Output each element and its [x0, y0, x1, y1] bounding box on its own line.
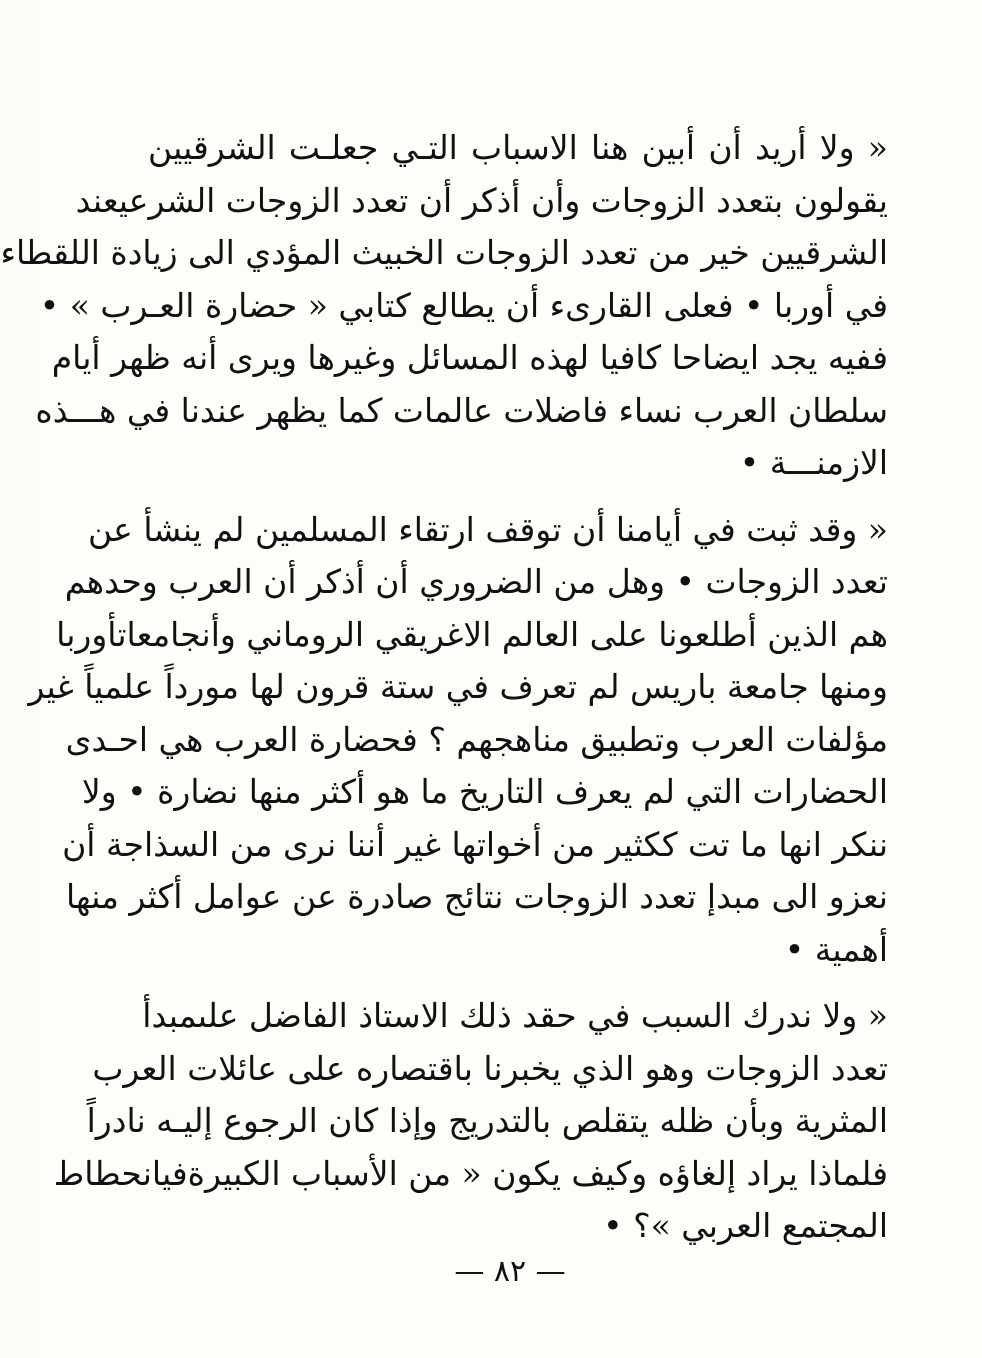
- text-line: « ولا ندرك السبب في حقد ذلك الاستاذ الفاضل علىمبدأ: [142, 996, 888, 1035]
- text-line: تعدد الزوجات وهو الذي يخبرنا باقتصاره على عائلات العرب: [92, 1048, 888, 1088]
- text-line: ومنها جامعة باريس لم تعرف في ستة قرون لها مورداً علمياً غير: [28, 667, 888, 706]
- page-number: — ٨٢ —: [454, 1254, 566, 1289]
- text-line: تعدد الزوجات • وهل من الضروري أن أذكر أن العرب وحدهم: [64, 562, 888, 601]
- text-line: يقولون بتعدد الزوجات وأن أذكر أن تعدد الزوجات الشرعيعند: [75, 180, 888, 220]
- text-line: في أوربا • فعلى القارىء أن يطالع كتابي « حضارة العـرب » •: [39, 285, 888, 325]
- text-line: فلماذا يراد إلغاؤه وكيف يكون « من الأسباب الكبيرةفيانحطاط: [53, 1153, 888, 1193]
- text-line: الحضارات التي لم يعرف التاريخ ما هو أكثر منها نضارة • ولا: [81, 772, 888, 811]
- paragraph-1: [0, 122, 888, 490]
- text-line: مؤلفات العرب وتطبيق مناهجهم ؟ فحضارة العرب هي احـدى: [65, 719, 888, 759]
- text-line: الازمنـــة •: [739, 443, 888, 482]
- text-line: المثرية وبأن ظله يتقلص بالتدريج وإذا كان الرجوع إليـه نادراً: [86, 1101, 888, 1140]
- paragraph-2: [28, 504, 888, 977]
- text-line: نعزو الى مبدإ تعدد الزوجات نتائج صادرة عن عوامل أكثر منها: [65, 877, 888, 916]
- text-line: سلطان العرب نساء فاضلات عالمات كما يظهر عندنا في هـــذه: [35, 390, 888, 430]
- text-line: ننكر انها ما تت ككثير من أخواتها غير أننا نرى من السذاجة أن: [62, 824, 888, 864]
- paragraph-3: [53, 990, 888, 1253]
- text-line: « وقد ثبت في أيامنا أن توقف ارتقاء المسلمين لم ينشأ عن: [88, 509, 888, 549]
- text-line: « ولا أريد أن أبين هنا الاسباب التـي جعلـت الشرقيين: [148, 128, 888, 167]
- text-line: المجتمع العربي »؟ •: [603, 1206, 888, 1245]
- page-body: [0, 122, 888, 1267]
- text-line: أهمية •: [784, 929, 888, 969]
- text-line: ففيه يجد ايضاحا كافيا لهذه المسائل وغيرها ويرى أنه ظهر أيام: [51, 338, 888, 377]
- text-line: هم الذين أطلعونا على العالم الاغريقي الروماني وأنجامعاتأوربا: [56, 614, 888, 654]
- text-line: الشرقيين خير من تعدد الزوجات الخبيث المؤدي الى زيادة اللقطاء: [0, 233, 888, 272]
